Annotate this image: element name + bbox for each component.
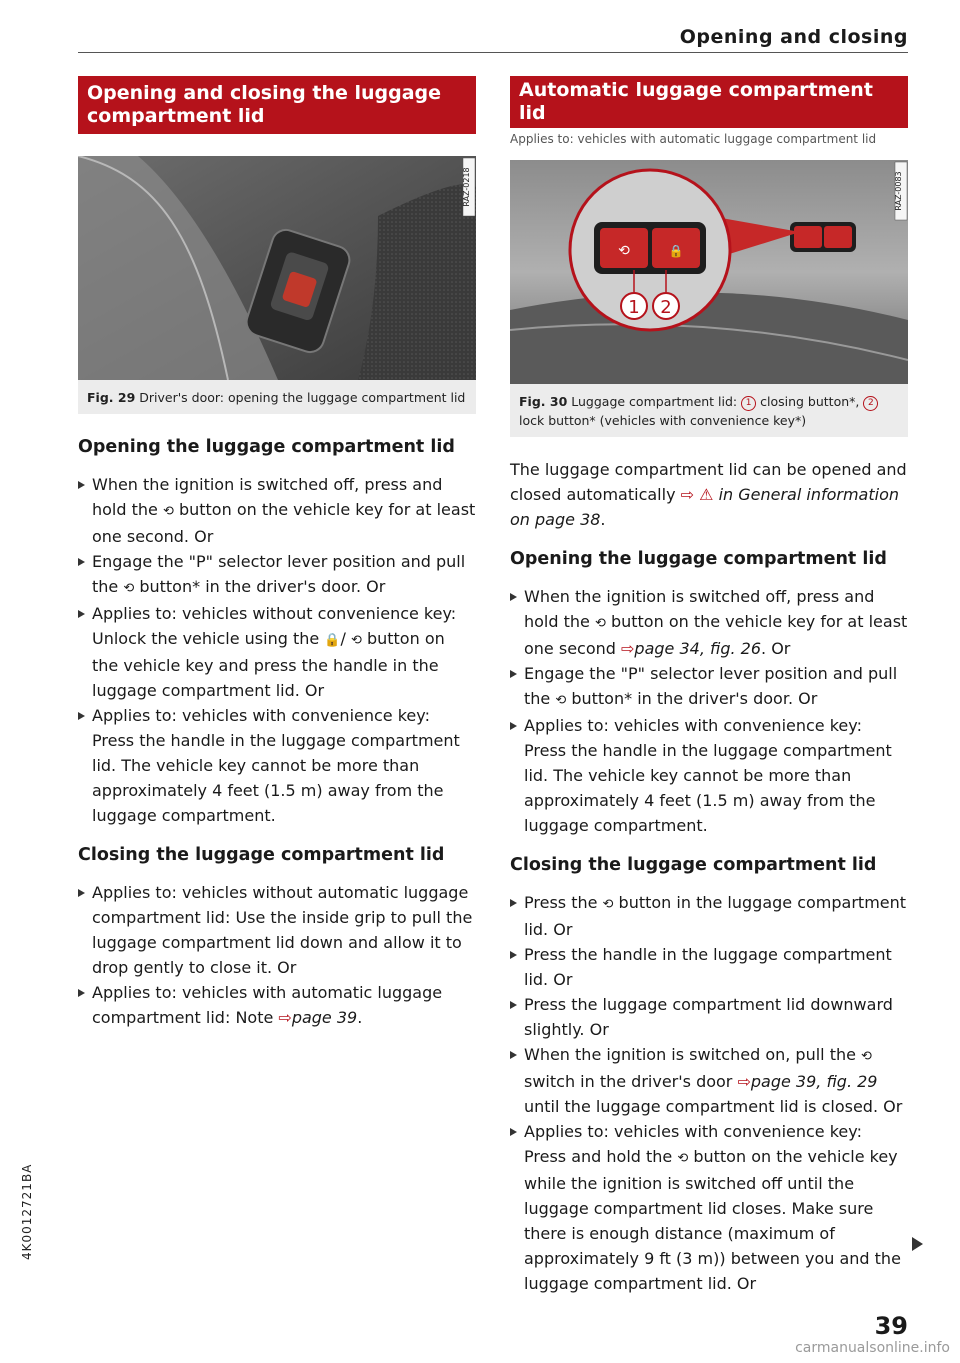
closing-steps-list xyxy=(78,880,476,1030)
trunk-icon: ⟲ xyxy=(555,693,567,708)
right-column xyxy=(510,76,908,1296)
applies-to-note: Applies to: vehicles with automatic luggage compartment lid xyxy=(510,132,877,146)
figure-29 xyxy=(78,156,476,414)
trunk-icon: ⟲ xyxy=(162,504,174,519)
arrow-icon: ⇨ xyxy=(737,1072,751,1091)
page-reference-link[interactable]: in General information on page 38 xyxy=(510,485,899,529)
door-switch-illustration xyxy=(78,156,476,380)
opening-steps-list xyxy=(78,472,476,828)
page-reference-link[interactable]: page 39, fig. 29 xyxy=(750,1072,878,1091)
document-code: 4K0012721BA xyxy=(20,1163,34,1260)
page-reference-link[interactable]: page 34, fig. 26 xyxy=(634,639,762,658)
section-heading-opening-auto: Opening the luggage compartment lid xyxy=(510,549,887,569)
list-item: Applies to: vehicles with convenience key: Press and hold the ⟲ button on the vehicle key while the ignition is switched off until the luggage compartment lid closes. Make sure there is enough distance (maximum of approximately 9 ft (3 m)) between you and the luggage compartment lid. Or xyxy=(510,1119,908,1296)
running-title: Opening and closing xyxy=(679,26,908,48)
intro-paragraph: The luggage compartment lid can be opened and closed automatically ⇨ ⚠ in General information on page 38. xyxy=(510,460,907,529)
lock-icon: 🔒 xyxy=(668,244,684,258)
page-reference-link[interactable]: page 39 xyxy=(291,1008,358,1027)
list-item: Applies to: vehicles with convenience key: Press the handle in the luggage compartment lid. The vehicle key cannot be more than approximately 4 feet (1.5 m) away from the luggage compartment. xyxy=(510,713,908,838)
list-item: When the ignition is switched off, press and hold the ⟲ button on the vehicle key for at least one second ⇨page 34, fig. 26. Or xyxy=(510,584,908,661)
list-item: Press the luggage compartment lid downward slightly. Or xyxy=(510,992,908,1042)
left-column xyxy=(78,76,476,1030)
callout-2: 2 xyxy=(660,297,672,318)
page-header xyxy=(78,26,908,53)
close-trunk-icon: ⟲ xyxy=(618,243,630,259)
arrow-icon: ⇨ xyxy=(621,639,635,658)
list-item: Applies to: vehicles with convenience key: Press the handle in the luggage compartment lid. The vehicle key cannot be more than approximately 4 feet (1.5 m) away from the luggage compartment. xyxy=(78,703,476,828)
auto-opening-steps-list xyxy=(510,584,908,838)
list-item: When the ignition is switched off, press and hold the ⟲ button on the vehicle key for at least one second. Or xyxy=(78,472,476,549)
trunk-icon: ⟲ xyxy=(602,897,614,912)
lock-icon: 🔒 xyxy=(324,633,341,648)
figure-29-label: Fig. 29 xyxy=(87,390,136,405)
continue-arrow-icon xyxy=(912,1237,923,1251)
auto-closing-steps-list xyxy=(510,890,908,1296)
trunk-icon: ⟲ xyxy=(594,616,606,631)
watermark: carmanualsonline.info xyxy=(795,1340,950,1356)
arrow-icon: ⇨ xyxy=(680,485,695,504)
callout-1: 1 xyxy=(628,297,640,318)
list-item: Applies to: vehicles without convenience key: Unlock the vehicle using the 🔒/ ⟲ button on the vehicle key and press the handle in the luggage compartment lid. Or xyxy=(78,601,476,703)
trunk-icon: ⟲ xyxy=(861,1049,872,1064)
page-number: 39 xyxy=(874,1312,908,1340)
figure-30-caption: Fig. 30 Luggage compartment lid: 1 closing button*, 2 lock button* (vehicles with convenience key*) xyxy=(510,384,908,437)
list-item: Press the ⟲ button in the luggage compartment lid. Or xyxy=(510,890,908,942)
list-item: Applies to: vehicles without automatic luggage compartment lid: Use the inside grip to pull the luggage compartment lid down and allow it to drop gently to close it. Or xyxy=(78,880,476,980)
trunk-icon: ⟲ xyxy=(350,633,362,648)
list-item: When the ignition is switched on, pull the ⟲ switch in the driver's door ⇨page 39, fig. 29 until the luggage compartment lid is closed. Or xyxy=(510,1042,908,1119)
left-section-banner: Opening and closing the luggage compartment lid xyxy=(78,76,476,134)
list-item: Engage the "P" selector lever position and pull the ⟲ button* in the driver's door. Or xyxy=(510,661,908,713)
figure-30-label: Fig. 30 xyxy=(519,394,568,409)
list-item: Engage the "P" selector lever position and pull the ⟲ button* in the driver's door. Or xyxy=(78,549,476,601)
callout-1-ref: 1 xyxy=(741,396,756,411)
trunk-icon: ⟲ xyxy=(123,581,135,596)
list-item: Press the handle in the luggage compartment lid. Or xyxy=(510,942,908,992)
trunk-icon: ⟲ xyxy=(677,1151,689,1166)
list-item: Applies to: vehicles with automatic luggage compartment lid: Note ⇨page 39. xyxy=(78,980,476,1030)
figure-29-caption-text: Driver's door: opening the luggage compartment lid xyxy=(139,390,466,405)
section-heading-closing-auto: Closing the luggage compartment lid xyxy=(510,855,877,875)
figure-29-code: RAZ-0218 xyxy=(462,167,471,207)
figure-30-code: RAZ-0083 xyxy=(894,171,903,211)
callout-2-ref: 2 xyxy=(863,396,878,411)
figure-30 xyxy=(510,160,908,437)
right-section-banner: Automatic luggage compartment lid xyxy=(510,76,908,128)
section-heading-closing: Closing the luggage compartment lid xyxy=(78,845,445,865)
figure-29-caption xyxy=(78,380,476,414)
arrow-icon: ⇨ xyxy=(278,1008,292,1027)
warning-icon: ⚠ xyxy=(699,485,714,504)
section-heading-opening: Opening the luggage compartment lid xyxy=(78,437,455,457)
trunk-buttons-illustration xyxy=(510,160,908,384)
